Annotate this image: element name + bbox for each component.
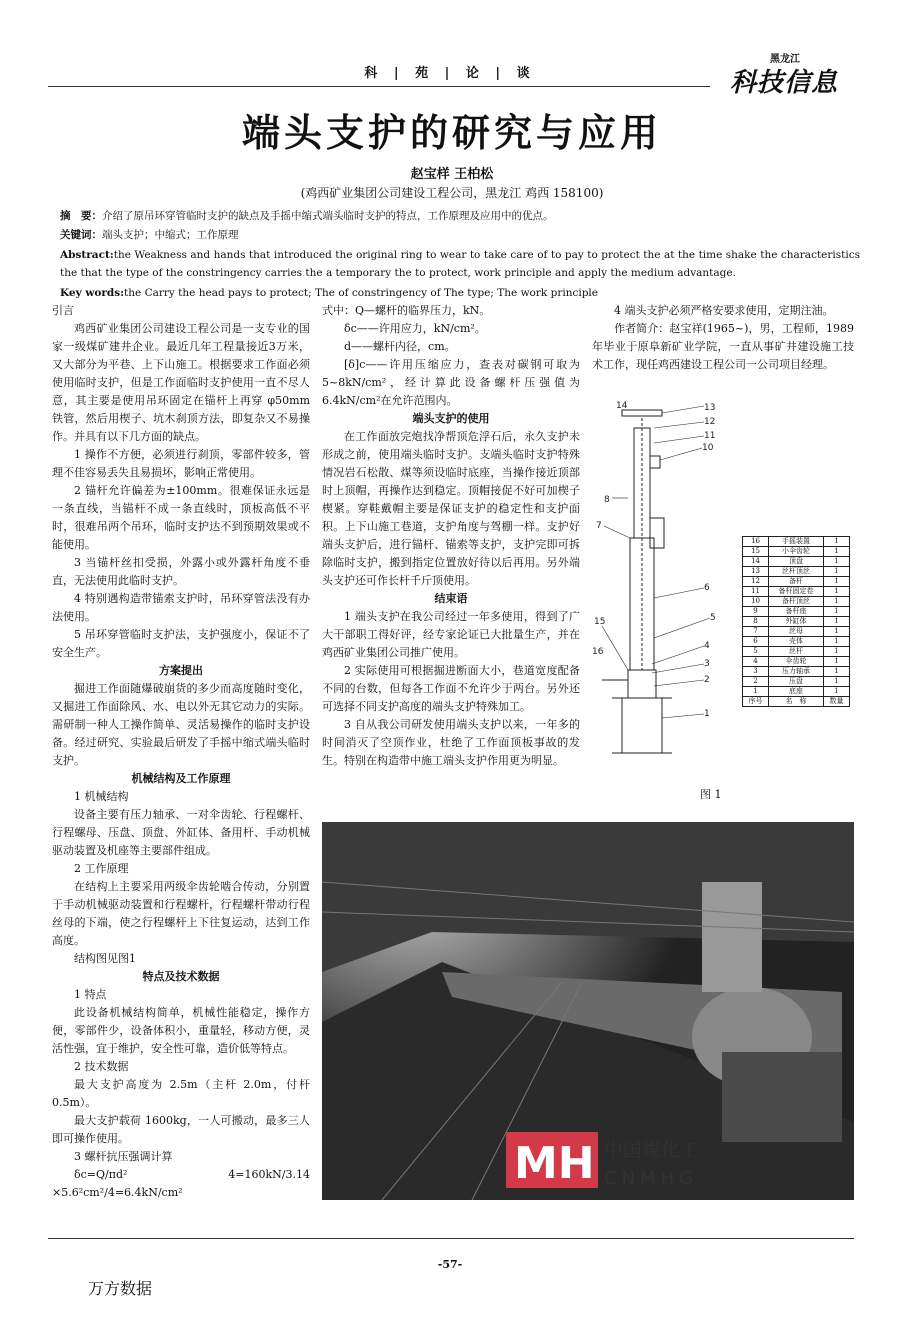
column-1	[52, 302, 310, 1202]
parts-table-cell: 6	[743, 637, 769, 647]
paragraph: 4 端头支护必须严格安要求使用，定期注油。	[614, 304, 834, 317]
paragraph: 在工作面放完炮找净帮顶危浮石后，永久支护未形成之前，使用端头临时支护。支端头临时支护特殊情况岩石松散、煤等须设临时底座，当操作接近顶部时上顶帽，再操作达到稳定。顶帽接促不好可加楔子楔紧。穿鞋戴帽主要是保证支护的稳定性和支护面积。上下山施工巷道，支护角度与驾棚一样。支护好端头支护后，进行锚杆、锚索等支护，支护完即可拆除临时支护，搬到指定位置放好待以后再用。另外端头支护还可作长杆千斤顶使用。	[322, 430, 580, 587]
parts-table-cell: 数量	[823, 697, 849, 707]
parts-table-row	[743, 647, 850, 657]
author-bio: 作者简介：赵宝祥(1965~)，男，工程师，1989年毕业于原阜新矿业学院，一直从事矿井建设施工技术工作，现任鸡西建设工程公司一公司项目经理。	[592, 322, 854, 371]
paragraph: 1 特点	[74, 988, 107, 1001]
footer-rule	[48, 1238, 854, 1239]
article-title: 端头支护的研究与应用	[241, 110, 662, 155]
parts-table-cell: 5	[743, 647, 769, 657]
parts-table-cell: 13	[743, 567, 769, 577]
parts-table-cell: 丝杆顶丝	[769, 567, 824, 577]
column-2	[322, 302, 580, 770]
keywords-cn-label: 关键词：	[60, 229, 102, 241]
parts-table-cell: 丝杆	[769, 647, 824, 657]
callout-label: 10	[702, 443, 714, 453]
parts-table-cell: 压盘	[769, 677, 824, 687]
parts-table-row	[743, 627, 850, 637]
keywords-en	[60, 284, 850, 302]
parts-table-cell: 1	[823, 607, 849, 617]
parts-table-cell: 1	[823, 627, 849, 637]
parts-table-row	[743, 677, 850, 687]
parts-table-cell: 8	[743, 617, 769, 627]
section-heading: 结束语	[434, 592, 468, 605]
paragraph: 1 操作不方便，必须进行刹顶，零部件较多，管理不佳容易丢失且易损坏，影响正常使用。	[52, 448, 310, 479]
paragraph: 最大支护载荷 1600kg，一人可搬动，最多三人即可操作使用。	[52, 1114, 310, 1145]
parts-table-cell: 1	[823, 667, 849, 677]
parts-table-cell: 1	[823, 537, 849, 547]
parts-table-cell: 10	[743, 597, 769, 607]
column-3	[592, 302, 854, 374]
parts-table-cell: 备杆座	[769, 607, 824, 617]
parts-table-cell: 小伞齿轮	[769, 547, 824, 557]
parts-table-cell: 1	[823, 597, 849, 607]
callout-label: 14	[616, 401, 628, 411]
parts-table-cell: 3	[743, 667, 769, 677]
callout-label: 15	[594, 617, 606, 627]
paragraph: 鸡西矿业集团公司建设工程公司是一支专业的国家一级煤矿建井企业。最近几年工程量接近3万米，又大部分为平巷、上下山施工。根据要求工作面必须使用临时支护，但是工作面临时支护使用一直不尽人意，其主要是使用吊环固定在锚杆上再穿 φ50mm 铁管，然后用楔子、坑木刹顶方法，即复杂又不易操作。并具有以下几方面的缺点。	[52, 322, 310, 443]
abstract-en-label: Abstract:	[60, 249, 114, 261]
parts-table	[742, 536, 850, 707]
parts-table-row	[743, 607, 850, 617]
parts-table-cell: 2	[743, 677, 769, 687]
paragraph: 最大支护高度为 2.5m（主杆 2.0m，付杆 0.5m）。	[52, 1078, 310, 1109]
parts-table-cell: 1	[823, 547, 849, 557]
parts-table-cell: 1	[823, 587, 849, 597]
parts-table-cell: 顶盘	[769, 557, 824, 567]
parts-table-cell: 名 称	[769, 697, 824, 707]
parts-table-cell: 1	[823, 567, 849, 577]
paragraph: d——螺杆内径，cm。	[344, 340, 456, 353]
parts-table-cell: 11	[743, 587, 769, 597]
watermark-logo	[506, 1128, 710, 1192]
parts-table-cell: 7	[743, 627, 769, 637]
parts-table-header	[743, 697, 850, 707]
paragraph: 2 实际使用可根据掘进断面大小，巷道宽度配备不同的台数，但每各工作面不允许少于两台。另外还可选择不同支护高度的端头支护特殊加工。	[322, 664, 580, 713]
journal-logo	[730, 50, 850, 98]
article-authors: 赵宝样 王柏松	[410, 167, 494, 182]
parts-table-row	[743, 667, 850, 677]
parts-table-cell: 备杆	[769, 577, 824, 587]
watermark	[506, 1128, 710, 1192]
parts-table-row	[743, 657, 850, 667]
parts-table-row	[743, 587, 850, 597]
parts-table-cell: 4	[743, 657, 769, 667]
parts-table-cell: 15	[743, 547, 769, 557]
parts-table-row	[743, 547, 850, 557]
parts-table-row	[743, 577, 850, 587]
paragraph: 2 锚杆允许偏差为±100mm。很难保证永远是一条直线，当锚杆不成一条直线时，顶板高低不平时，很难吊两个吊环，临时支护达不到预期效果或不能使用。	[52, 484, 310, 551]
source-label: 万方数据	[88, 1279, 153, 1298]
callout-label: 5	[710, 613, 716, 623]
keywords-cn	[60, 226, 850, 244]
parts-table-cell: 1	[823, 647, 849, 657]
page-number: -57-	[437, 1258, 463, 1271]
abstract-cn	[60, 207, 850, 225]
watermark-logo-text: MH	[514, 1138, 595, 1189]
paragraph: 掘进工作面随爆破崩货的多少而高度随时变化，又掘进工作面除风、水、电以外无其它动力的实际。需研制一种人工操作简单、灵活易操作的临时支护设备。经过研究、实验最后研发了手摇中缩式端头临时支护。	[52, 682, 310, 767]
parts-table-cell: 1	[743, 687, 769, 697]
parts-table-row	[743, 597, 850, 607]
figure-1	[592, 398, 854, 768]
parts-table-cell: 壳体	[769, 637, 824, 647]
column-title: 科 | 苑 | 论 | 谈	[364, 66, 536, 81]
parts-table-cell: 序号	[743, 697, 769, 707]
abstract-en-text: the Weakness and hands that introduced the original ring to wear to take care of to pay to protect the at the time shake the characteristics the that the type of the constringency carries the a temporary the to protect, work principle and apply the medium advantage.	[60, 249, 860, 279]
paragraph: 1 端头支护在我公司经过一年多使用，得到了广大干部职工得好评，经专家论证已大批量生产，并在鸡西矿业集团公司推广使用。	[322, 610, 580, 659]
callout-label: 4	[704, 641, 710, 651]
section-heading: 特点及技术数据	[142, 970, 220, 983]
parts-table-cell: 1	[823, 577, 849, 587]
paragraph: 式中：Q—螺杆的临界压力，kN。	[322, 304, 491, 317]
keywords-en-label: Key words:	[60, 287, 125, 299]
parts-table-cell: 9	[743, 607, 769, 617]
parts-table-row	[743, 637, 850, 647]
parts-table-row	[743, 557, 850, 567]
parts-table-row	[743, 617, 850, 627]
parts-table-cell: 1	[823, 617, 849, 627]
keywords-en-text: the Carry the head pays to protect; The of constringency of The type; The work principle	[124, 287, 598, 299]
header-rule	[48, 86, 710, 87]
parts-table-cell: 手摇装置	[769, 537, 824, 547]
callout-label: 13	[704, 403, 716, 413]
paragraph: 此设备机械结构简单，机械性能稳定，操作方便，零部件少，设备体积小，重量轻，移动方便，灵活性强，宜于维护，安全性可靠，造价低等特点。	[52, 1006, 310, 1055]
parts-table-cell: 1	[823, 657, 849, 667]
parts-table-cell: 12	[743, 577, 769, 587]
parts-table-cell: 备杆顶丝	[769, 597, 824, 607]
parts-table-cell: 1	[823, 677, 849, 687]
parts-table-cell: 1	[823, 557, 849, 567]
callout-label: 3	[704, 659, 710, 669]
parts-table-cell: 备杆固定卷	[769, 587, 824, 597]
paragraph: [δ]c——许用压缩应力，查表对碳钢可取为5~8kN/cm²，经计算此设备螺杆压强值为6.4kN/cm²在允许范围内。	[322, 358, 580, 407]
parts-table-cell: 底座	[769, 687, 824, 697]
parts-table-cell: 丝母	[769, 627, 824, 637]
callout-label: 2	[704, 675, 710, 685]
paragraph: 结构图见图1	[74, 952, 136, 965]
parts-table-cell: 伞齿轮	[769, 657, 824, 667]
parts-table-cell: 16	[743, 537, 769, 547]
parts-table-row	[743, 687, 850, 697]
callout-label: 16	[592, 647, 604, 657]
callout-label: 11	[704, 431, 716, 441]
abstract-cn-label: 摘 要：	[60, 210, 102, 222]
callout-label: 12	[704, 417, 716, 427]
abstract-en	[60, 246, 860, 282]
callout-label: 8	[604, 495, 610, 505]
paragraph: 3 自从我公司研发使用端头支护以来，一年多的时间消灭了空顶作业，杜绝了工作面顶板事故的发生。特别在构造带中施工端头支护作用更为明显。	[322, 718, 580, 767]
logo-big-text: 科技信息	[730, 68, 839, 98]
paragraph: 5 吊环穿管临时支护法，支护强度小，保证不了安全生产。	[52, 628, 310, 659]
section-heading: 端头支护的使用	[412, 412, 490, 425]
paragraph: 设备主要有压力轴承、一对伞齿轮、行程螺杆、行程螺母、压盘、顶盘、外缸体、备用杆、手动机械驱动装置及机座等主要部件组成。	[52, 808, 310, 857]
paragraph: 1 机械结构	[74, 790, 129, 803]
paragraph: 在结构上主要采用两级伞齿轮啮合传动，分别置于手动机械驱动装置和行程螺杆，行程螺杆带动行程丝母的下端，使之行程螺杆上下往复运动，达到工作高度。	[52, 880, 310, 947]
paragraph: 2 工作原理	[74, 862, 129, 875]
parts-table-cell: 1	[823, 637, 849, 647]
watermark-en: CNMHG	[604, 1168, 699, 1189]
parts-table-cell: 1	[823, 687, 849, 697]
parts-table-cell: 外缸体	[769, 617, 824, 627]
parts-table-row	[743, 537, 850, 547]
section-heading: 机械结构及工作原理	[131, 772, 231, 785]
intro-heading: 引言	[52, 304, 74, 317]
callout-label: 7	[596, 521, 602, 531]
parts-table-cell: 压力轴承	[769, 667, 824, 677]
watermark-cn: 中国煤化工	[604, 1139, 700, 1161]
section-heading: 方案提出	[159, 664, 203, 677]
parts-table-cell: 14	[743, 557, 769, 567]
callout-label: 1	[704, 709, 710, 719]
paragraph: δc——许用应力，kN/cm²。	[344, 322, 486, 335]
article-affiliation: (鸡西矿业集团公司建设工程公司，黑龙江 鸡西 158100)	[300, 186, 604, 200]
figure-caption: 图 1	[700, 788, 722, 801]
formula: δc=Q/πd² 4=160kN/3.14 ×5.6²cm²/4=6.4kN/cm²	[52, 1168, 310, 1199]
logo-small-text: 黑龙江	[770, 54, 800, 65]
paragraph: 4 特别遇构造带锚索支护时，吊环穿管法没有办法使用。	[52, 592, 310, 623]
callout-label: 6	[704, 583, 710, 593]
keywords-cn-text: 端头支护；中缩式；工作原理	[102, 229, 239, 241]
paragraph: 3 螺杆抗压强调计算	[74, 1150, 173, 1163]
paragraph: 3 当锚杆丝扣受损，外露小或外露杆角度不垂直，无法使用此临时支护。	[52, 556, 310, 587]
paragraph: 2 技术数据	[74, 1060, 129, 1073]
abstract-cn-text: 介绍了原吊环穿管临时支护的缺点及手摇中缩式端头临时支护的特点，工作原理及应用中的优点。	[102, 210, 554, 222]
parts-table-row	[743, 567, 850, 577]
